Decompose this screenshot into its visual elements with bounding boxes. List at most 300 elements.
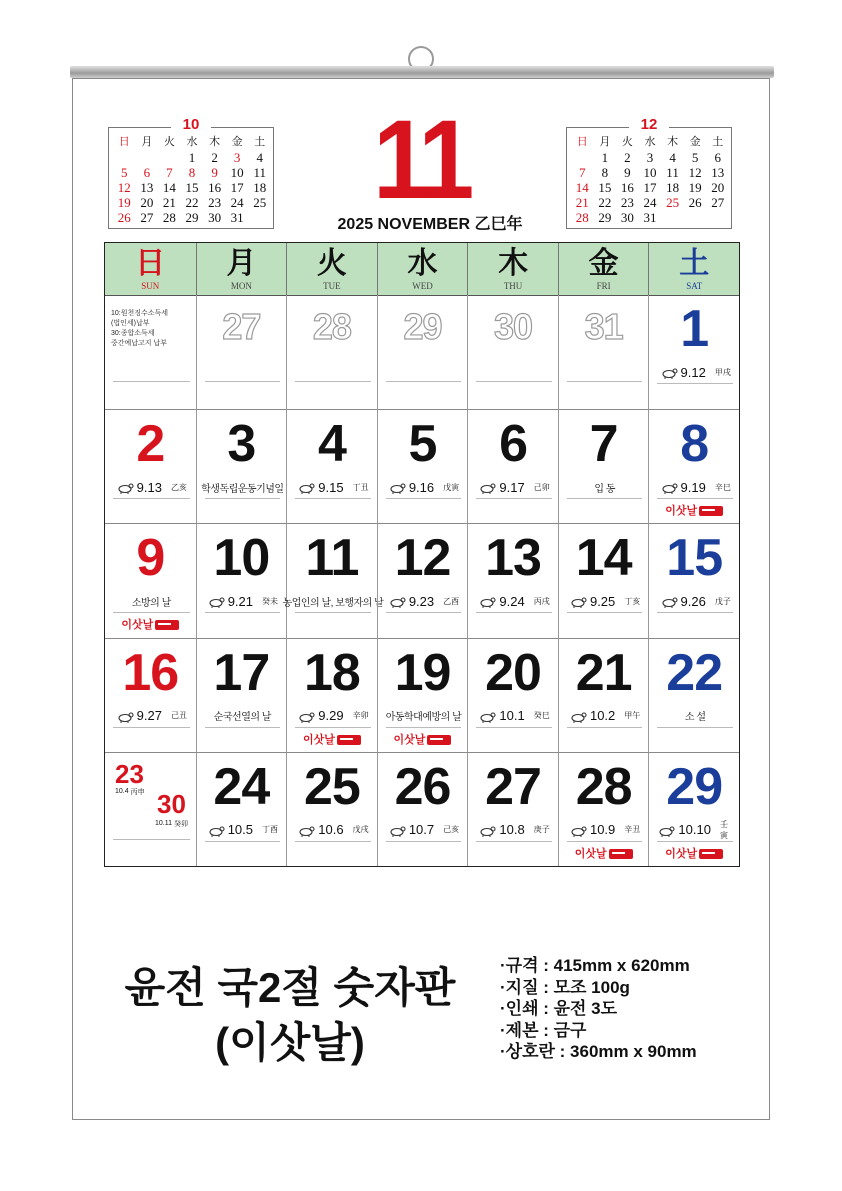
day-number: 29 xyxy=(666,757,723,816)
holiday-line xyxy=(113,592,190,613)
ganji-text: 丙申 xyxy=(130,788,145,796)
ganji-text: 己丑 xyxy=(170,711,187,721)
mini-day: 8 xyxy=(188,165,196,180)
lunar-text: 9.13 xyxy=(136,479,162,495)
divider xyxy=(113,381,190,382)
mini-month-label: 12 xyxy=(629,117,669,133)
ganji-text: 癸卯 xyxy=(174,820,188,828)
day-number: 20 xyxy=(485,643,541,702)
mini-day: 19 xyxy=(117,195,131,210)
product-specs xyxy=(500,955,697,1063)
moving-day-badge xyxy=(287,731,377,747)
lunar-text: 10.11 xyxy=(155,820,172,828)
day-cell xyxy=(196,409,287,523)
lunar-text: 9.24 xyxy=(499,593,525,609)
ganji-text: 丁丑 xyxy=(352,482,369,492)
ganji-text: 癸未 xyxy=(262,596,278,606)
weekday-kanji: 木 xyxy=(498,246,529,281)
weekday-en: FRI xyxy=(596,281,611,291)
day-number: 25 xyxy=(304,757,360,816)
rabbit-icon xyxy=(478,481,496,493)
lunar-text: 10.8 xyxy=(499,822,525,838)
day-number: 27 xyxy=(222,306,261,347)
divider xyxy=(567,381,643,382)
day-cell xyxy=(467,523,558,637)
mini-day: 6 xyxy=(714,150,721,165)
day-cell xyxy=(648,409,739,523)
ganji-text: 庚子 xyxy=(533,825,550,835)
lunar-date xyxy=(205,592,281,613)
mini-day: 3 xyxy=(646,150,654,165)
mini-day: 27 xyxy=(140,210,154,225)
ganji-text: 辛巳 xyxy=(714,482,731,492)
day-cell xyxy=(196,295,287,409)
mini-day: 14 xyxy=(575,180,589,195)
lunar-date xyxy=(657,821,733,842)
weekday-sat xyxy=(648,243,739,295)
mini-day: 7 xyxy=(579,165,586,180)
lunar-text: 10.1 xyxy=(499,708,525,724)
day-number: 10 xyxy=(213,529,270,588)
day-number: 19 xyxy=(394,643,451,702)
lunar-text: 9.19 xyxy=(680,479,706,495)
day-number: 5 xyxy=(408,415,437,474)
day-cell xyxy=(377,409,468,523)
lunar-date xyxy=(386,821,462,842)
mini-day: 27 xyxy=(711,195,725,210)
mini-day: 22 xyxy=(598,195,612,210)
mini-day: 18 xyxy=(253,180,267,195)
lunar-date xyxy=(567,592,643,613)
weekday-wed xyxy=(377,243,468,295)
day-cell xyxy=(105,295,196,409)
day-cell xyxy=(286,752,377,866)
mini-day: 20 xyxy=(140,195,154,210)
mini-day: 13 xyxy=(140,180,154,195)
lunar-date xyxy=(567,821,643,842)
mini-day: 12 xyxy=(117,180,131,195)
ganji-text: 壬寅 xyxy=(719,819,728,840)
holiday-label: 아동학대예방의 날 xyxy=(385,712,462,724)
tiger-icon xyxy=(388,481,406,493)
truck-icon xyxy=(155,620,179,630)
lunar-text: 9.17 xyxy=(499,479,525,495)
mini-day: 24 xyxy=(643,195,657,210)
mini-day: 5 xyxy=(691,150,699,165)
mini-day: 9 xyxy=(624,165,631,180)
weekday-kanji: 火 xyxy=(316,246,347,281)
mini-day: 11 xyxy=(253,165,266,180)
spec-line: ·제본 : 금구 xyxy=(500,1020,587,1040)
mini-day: 30 xyxy=(208,210,222,225)
mini-day: 10 xyxy=(643,165,657,180)
ganji-text: 甲午 xyxy=(624,711,641,721)
ganji-text: 丁亥 xyxy=(624,596,641,606)
weekday-fri xyxy=(558,243,649,295)
lunar-date xyxy=(476,821,552,842)
day-number: 12 xyxy=(394,529,451,588)
ox-icon xyxy=(116,710,134,722)
weekday-en: SAT xyxy=(686,281,703,291)
mini-day: 4 xyxy=(256,150,263,165)
day-number: 17 xyxy=(213,643,270,702)
mini-month-label: 10 xyxy=(171,117,211,133)
day-cell xyxy=(377,523,468,637)
day-cell xyxy=(467,638,558,752)
tax-note-line: 30:종합소득세 xyxy=(111,330,155,337)
mini-day: 31 xyxy=(643,210,657,225)
day-grid xyxy=(105,295,739,866)
mini-weekday: 土 xyxy=(254,136,266,148)
rooster-icon xyxy=(207,824,225,836)
mini-weekday: 火 xyxy=(621,136,633,148)
tax-note-line: 10:원천징수소득세 xyxy=(111,310,169,317)
mini-weekday: 日 xyxy=(576,136,588,148)
day-cell xyxy=(105,409,196,523)
lunar-date xyxy=(113,707,190,728)
day-number: 4 xyxy=(317,415,346,474)
lunar-text: 9.27 xyxy=(136,708,162,724)
lunar-date xyxy=(476,707,552,728)
lunar-date xyxy=(657,363,733,384)
mini-weekday: 金 xyxy=(231,136,243,148)
tax-note-line: 중간예납고지 납부 xyxy=(111,340,168,347)
product-title: 윤전 국2절 숫자판 xyxy=(124,964,456,1011)
dog-icon xyxy=(478,595,496,607)
mini-day: 22 xyxy=(185,195,199,210)
hanger-bar xyxy=(70,66,774,78)
mini-day: 17 xyxy=(230,180,244,195)
snake-icon xyxy=(478,710,496,722)
rooster-icon xyxy=(388,595,406,607)
moving-day-label: 이삿날 xyxy=(665,505,698,518)
lunar-date xyxy=(386,478,462,499)
truck-icon xyxy=(699,849,723,859)
day-number: 3 xyxy=(227,415,256,474)
day-cell xyxy=(286,638,377,752)
mini-day: 16 xyxy=(620,180,634,195)
mini-day: 7 xyxy=(166,165,173,180)
mini-day: 11 xyxy=(666,165,679,180)
day-cell xyxy=(648,295,739,409)
truck-icon xyxy=(427,735,451,745)
mini-day: 14 xyxy=(162,180,176,195)
spec-line: ·상호란 : 360mm x 90mm xyxy=(500,1042,697,1061)
lunar-date xyxy=(155,819,188,829)
lunar-text: 9.12 xyxy=(680,364,706,380)
mini-day: 29 xyxy=(598,210,612,225)
mini-day: 1 xyxy=(188,150,196,165)
lunar-text: 9.15 xyxy=(318,479,344,495)
ganji-text: 丁酉 xyxy=(262,825,278,835)
day-number: 18 xyxy=(304,643,360,702)
day-number: 13 xyxy=(485,529,541,588)
mini-calendar-prev xyxy=(108,116,274,229)
mini-day: 28 xyxy=(575,210,589,225)
lunar-date xyxy=(113,478,190,499)
weekday-kanji: 月 xyxy=(226,246,257,281)
mini-weekday: 木 xyxy=(667,136,679,148)
mini-day xyxy=(706,210,729,225)
lunar-text: 10.4 xyxy=(115,788,129,796)
mini-day: 4 xyxy=(669,150,676,165)
ganji-text: 辛丑 xyxy=(624,825,641,835)
holiday-line xyxy=(205,707,281,728)
holiday-label: 입 동 xyxy=(594,483,615,495)
mini-day: 23 xyxy=(620,195,634,210)
day-number: 30 xyxy=(494,306,533,347)
mini-day: 25 xyxy=(253,195,267,210)
lunar-date xyxy=(295,707,371,728)
day-cell xyxy=(377,752,468,866)
holiday-label: 소방의 날 xyxy=(131,597,171,609)
mini-day: 21 xyxy=(575,195,589,210)
weekday-en: WED xyxy=(412,281,433,291)
lunar-text: 10.5 xyxy=(227,822,253,838)
day-cell xyxy=(467,409,558,523)
lunar-date xyxy=(295,821,371,842)
day-number: 21 xyxy=(575,643,632,702)
day-cell xyxy=(196,752,287,866)
day-number: 26 xyxy=(394,757,451,816)
divider xyxy=(295,381,371,382)
mini-day: 17 xyxy=(643,180,657,195)
month-caption: 2025 NOVEMBER 乙巳年 xyxy=(337,216,523,233)
day-number: 28 xyxy=(575,757,632,816)
day-cell xyxy=(377,295,468,409)
ganji-text: 乙酉 xyxy=(443,596,460,606)
day-number: 28 xyxy=(312,306,351,347)
mini-day: 2 xyxy=(211,150,218,165)
ganji-text: 乙亥 xyxy=(170,482,187,492)
day-cell xyxy=(467,752,558,866)
weekday-en: TUE xyxy=(323,281,341,291)
mini-day: 12 xyxy=(688,165,702,180)
lunar-date xyxy=(115,787,145,797)
day-cell xyxy=(196,523,287,637)
day-number: 1 xyxy=(680,300,709,358)
spec-line: ·규격 : 415mm x 620mm xyxy=(500,956,690,975)
weekday-mon xyxy=(196,243,287,295)
mini-day xyxy=(661,210,684,225)
month-calendar xyxy=(104,242,740,867)
ox-icon xyxy=(569,824,587,836)
weekday-kanji: 水 xyxy=(407,246,438,281)
divider xyxy=(386,381,462,382)
mini-calendar-grid xyxy=(571,135,729,225)
mini-day: 25 xyxy=(666,195,680,210)
mini-day: 26 xyxy=(117,210,131,225)
day-number: 22 xyxy=(666,643,723,702)
holiday-line xyxy=(386,707,462,728)
spec-line: ·지질 : 모조 100g xyxy=(500,977,630,997)
pig-icon xyxy=(116,481,134,493)
day-cell xyxy=(558,295,649,409)
moving-day-badge xyxy=(649,502,739,518)
mini-day xyxy=(136,150,159,165)
ganji-text: 戊戌 xyxy=(352,825,369,835)
weekday-tue xyxy=(286,243,377,295)
lunar-date xyxy=(476,592,552,613)
holiday-label: 학생독립운동기념일 xyxy=(201,483,284,495)
holiday-label: 순국선열의 날 xyxy=(213,712,271,724)
day-number: 8 xyxy=(680,415,709,474)
day-number: 15 xyxy=(666,529,723,588)
ganji-text: 辛卯 xyxy=(352,711,369,721)
day-number: 27 xyxy=(485,757,541,816)
mini-day xyxy=(684,210,707,225)
spec-line: ·인쇄 : 윤전 3도 xyxy=(500,999,618,1018)
weekday-en: MON xyxy=(230,281,252,291)
mini-weekday: 水 xyxy=(644,136,656,148)
moving-day-label: 이삿날 xyxy=(393,733,426,746)
lunar-text: 9.16 xyxy=(408,479,435,495)
mini-day: 2 xyxy=(624,150,631,165)
lunar-text: 10.9 xyxy=(589,822,616,838)
month-number: 11 xyxy=(373,97,469,222)
day-cell xyxy=(286,409,377,523)
day-cell xyxy=(105,523,196,637)
lunar-text: 9.26 xyxy=(680,593,706,609)
lunar-text: 10.10 xyxy=(678,822,711,838)
mini-weekday: 水 xyxy=(186,136,198,148)
mini-weekday: 木 xyxy=(209,136,221,148)
mini-weekday: 日 xyxy=(118,136,130,148)
mini-day: 31 xyxy=(230,210,244,225)
pig-icon xyxy=(569,595,587,607)
weekday-en: SUN xyxy=(141,281,160,291)
mini-weekday: 土 xyxy=(712,136,724,148)
mini-day: 29 xyxy=(185,210,199,225)
holiday-label: 농업인의 날, 보행자의 날 xyxy=(282,597,384,609)
mini-day: 13 xyxy=(711,165,725,180)
lunar-text: 10.2 xyxy=(589,708,616,724)
truck-icon xyxy=(337,735,361,745)
day-number: 23 xyxy=(115,758,144,789)
mini-day xyxy=(248,210,271,225)
mini-day: 24 xyxy=(230,195,244,210)
weekday-sun xyxy=(105,243,196,295)
ganji-text: 戊寅 xyxy=(443,482,460,492)
day-cell xyxy=(196,638,287,752)
moving-day-label: 이삿날 xyxy=(665,847,698,860)
ganji-text: 己亥 xyxy=(443,825,460,835)
day-number: 9 xyxy=(136,529,165,588)
day-cell xyxy=(558,523,649,637)
mini-weekday: 月 xyxy=(599,136,611,148)
day-number: 6 xyxy=(499,415,528,474)
moving-day-badge xyxy=(378,731,468,747)
day-number: 30 xyxy=(157,788,186,819)
moving-day-label: 이삿날 xyxy=(121,619,154,632)
holiday-line xyxy=(657,707,733,728)
mini-weekday: 金 xyxy=(689,136,701,148)
day-cell xyxy=(648,752,739,866)
moving-day-badge xyxy=(559,845,649,861)
mini-day: 1 xyxy=(601,150,609,165)
ganji-text: 丙戌 xyxy=(533,596,550,606)
mini-day: 10 xyxy=(230,165,244,180)
day-cell xyxy=(648,638,739,752)
day-cell xyxy=(282,523,384,637)
moving-day-label: 이삿날 xyxy=(302,733,335,746)
mini-day: 19 xyxy=(688,180,702,195)
tax-note-line: (법인세)납부 xyxy=(111,320,150,327)
mini-weekday: 火 xyxy=(163,136,175,148)
divider xyxy=(205,381,281,382)
weekday-kanji: 土 xyxy=(679,246,710,281)
holiday-line xyxy=(282,592,384,613)
dog-icon xyxy=(660,366,678,378)
day-number: 7 xyxy=(589,415,618,474)
mini-day: 9 xyxy=(211,165,218,180)
lunar-text: 9.29 xyxy=(318,708,344,724)
sheep-icon xyxy=(207,595,225,607)
tiger-icon xyxy=(657,824,675,836)
weekday-header xyxy=(105,243,739,296)
moving-day-badge xyxy=(105,616,196,632)
lunar-text: 9.25 xyxy=(589,593,616,609)
mini-day: 5 xyxy=(121,165,128,180)
day-cell xyxy=(558,752,649,866)
mini-day: 15 xyxy=(598,180,612,195)
weekday-kanji: 金 xyxy=(588,246,619,281)
lunar-text: 9.21 xyxy=(227,593,253,609)
lunar-date xyxy=(476,478,552,499)
day-cell xyxy=(286,295,377,409)
moving-day-badge xyxy=(649,845,739,861)
mini-day xyxy=(158,150,181,165)
lunar-text: 9.23 xyxy=(408,593,435,609)
rabbit-icon xyxy=(297,710,315,722)
day-cell xyxy=(558,638,649,752)
moving-day-label: 이삿날 xyxy=(574,847,607,860)
mini-day: 26 xyxy=(688,195,702,210)
mini-day: 28 xyxy=(162,210,176,225)
day-number: 29 xyxy=(403,306,442,347)
weekday-en: THU xyxy=(503,281,523,291)
ganji-text: 戊子 xyxy=(714,596,731,606)
day-cell xyxy=(648,523,739,637)
divider xyxy=(476,381,552,382)
mini-day: 23 xyxy=(208,195,222,210)
mini-weekday: 月 xyxy=(141,136,153,148)
ganji-text: 己卯 xyxy=(533,482,550,492)
truck-icon xyxy=(699,506,723,516)
rat-icon xyxy=(478,824,496,836)
day-cell xyxy=(558,409,649,523)
holiday-label: 소 설 xyxy=(684,712,706,724)
product-subtitle: (이삿날) xyxy=(215,1019,365,1066)
day-number: 24 xyxy=(213,757,270,816)
mini-day: 30 xyxy=(620,210,634,225)
horse-icon xyxy=(569,710,587,722)
mini-day xyxy=(571,150,594,165)
day-number: 11 xyxy=(305,529,359,588)
day-cell xyxy=(105,752,196,866)
mini-day xyxy=(113,150,136,165)
day-cell xyxy=(105,638,196,752)
ganji-text: 癸巳 xyxy=(533,711,550,721)
snake-icon xyxy=(660,481,678,493)
day-number: 16 xyxy=(122,643,179,702)
lunar-date xyxy=(295,478,371,499)
lunar-text: 10.7 xyxy=(408,822,435,838)
day-cell xyxy=(377,638,468,752)
ganji-text: 甲戌 xyxy=(714,367,731,377)
lunar-date xyxy=(657,592,733,613)
pig-icon xyxy=(388,824,406,836)
